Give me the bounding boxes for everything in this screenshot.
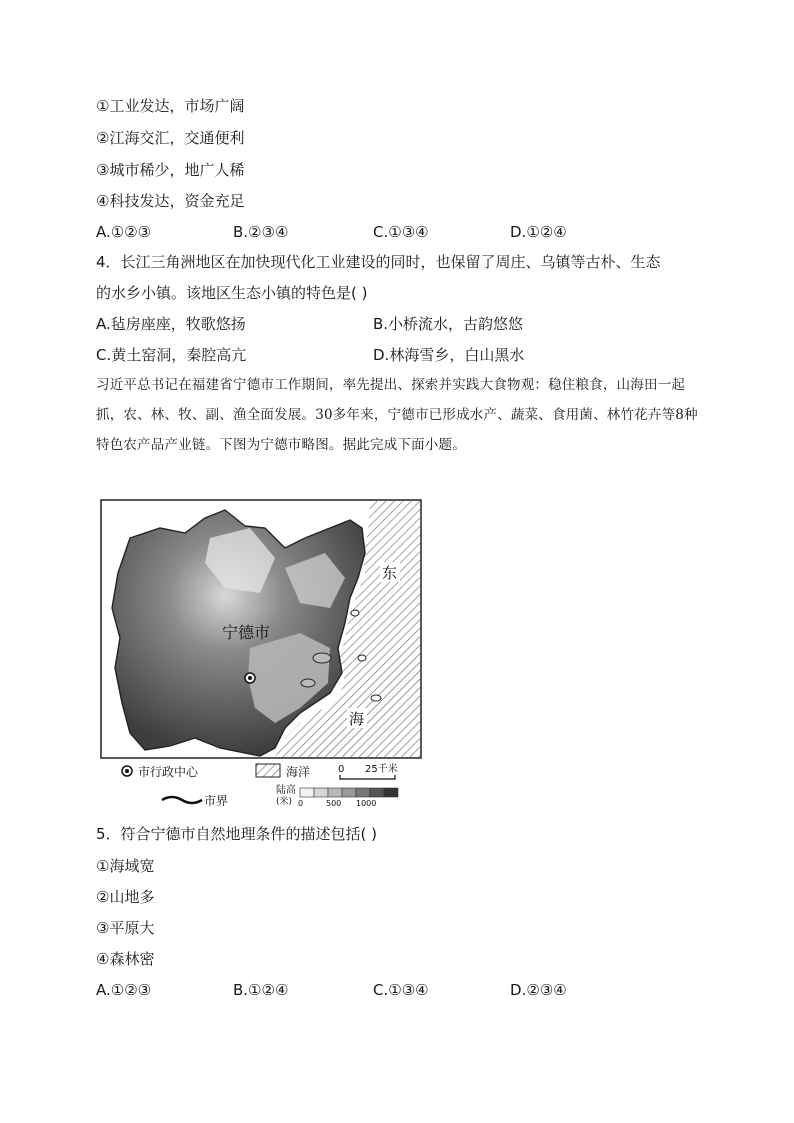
legend-admin-label: 市行政中心 (138, 765, 199, 779)
q5-stem: 5．符合宁德市自然地理条件的描述包括( ) (96, 825, 378, 843)
q5-option-d[interactable]: D.②③④ (510, 981, 567, 999)
q4-stem-line2: 的水乡小镇。该地区生态小镇的特色是( ) (96, 284, 368, 302)
q3-item-4: ④科技发达，资金充足 (96, 192, 245, 210)
passage-text: 习近平总书记在福建省宁德市工作期间，率先提出、探索并实践大食物观：稳住粮食，山海田一起抓，农、林、牧、副、渔全面发展。30多年来，宁德市已形成水产、蔬菜、食用菌、林竹花卉等8种特色农产品产业链。下图为宁德市略图。据此完成下面小题。 (96, 377, 698, 453)
legend-ocean-label: 海洋 (286, 765, 311, 779)
q5-item-4: ④森林密 (96, 950, 155, 968)
q5-options (96, 980, 716, 1000)
legend-border-label: 市界 (204, 794, 229, 808)
q3-option-c[interactable]: C.①③④ (373, 223, 429, 241)
q4-stem-line1: 4．长江三角洲地区在加快现代化工业建设的同时，也保留了周庄、乌镇等古朴、生态 (96, 253, 661, 271)
q3-options (96, 222, 716, 242)
q4-option-a[interactable]: A.毡房座座，牧歌悠扬 (96, 315, 246, 333)
sea-label-sea: 海 (349, 710, 365, 728)
ningde-map (100, 498, 422, 808)
q5-item-2: ②山地多 (96, 888, 155, 906)
scale-zero: 0 (338, 764, 345, 775)
elevation-color-ramp (300, 788, 398, 797)
q3-option-b[interactable]: B.②③④ (233, 223, 289, 241)
sea-label-east: 东 (382, 564, 398, 582)
q5-option-b[interactable]: B.①②④ (233, 981, 289, 999)
scale-distance: 25千米 (365, 764, 398, 775)
q5-option-c[interactable]: C.①③④ (373, 981, 429, 999)
q4-options-row2 (96, 345, 716, 365)
q3-item-2: ②江海交汇，交通便利 (96, 129, 245, 147)
ningde-map-figure (100, 498, 422, 808)
legend-ocean-icon (256, 764, 280, 777)
q4-option-b[interactable]: B.小桥流水，古韵悠悠 (373, 315, 524, 333)
q4-options-row1 (96, 314, 716, 334)
elevation-tick-500: 500 (326, 799, 342, 808)
q4-option-d[interactable]: D.林海雪乡，白山黑水 (373, 346, 525, 364)
q3-option-a[interactable]: A.①②③ (96, 223, 152, 241)
elevation-label: 陆高 (276, 785, 296, 796)
elevation-unit: (米) (276, 797, 293, 807)
q5-option-a[interactable]: A.①②③ (96, 981, 152, 999)
q5-item-1: ①海域宽 (96, 857, 155, 875)
map-city-label: 宁德市 (222, 623, 271, 642)
q4-option-c[interactable]: C.黄土窑洞，秦腔高亢 (96, 346, 247, 364)
q3-item-3: ③城市稀少，地广人稀 (96, 161, 245, 179)
q3-item-1: ①工业发达，市场广阔 (96, 97, 245, 115)
legend-border-icon (162, 797, 202, 803)
q5-item-3: ③平原大 (96, 919, 155, 937)
scale-bar (340, 775, 395, 779)
q3-option-d[interactable]: D.①②④ (510, 223, 567, 241)
elevation-tick-0: 0 (298, 799, 304, 808)
elevation-tick-1000: 1000 (356, 799, 377, 808)
